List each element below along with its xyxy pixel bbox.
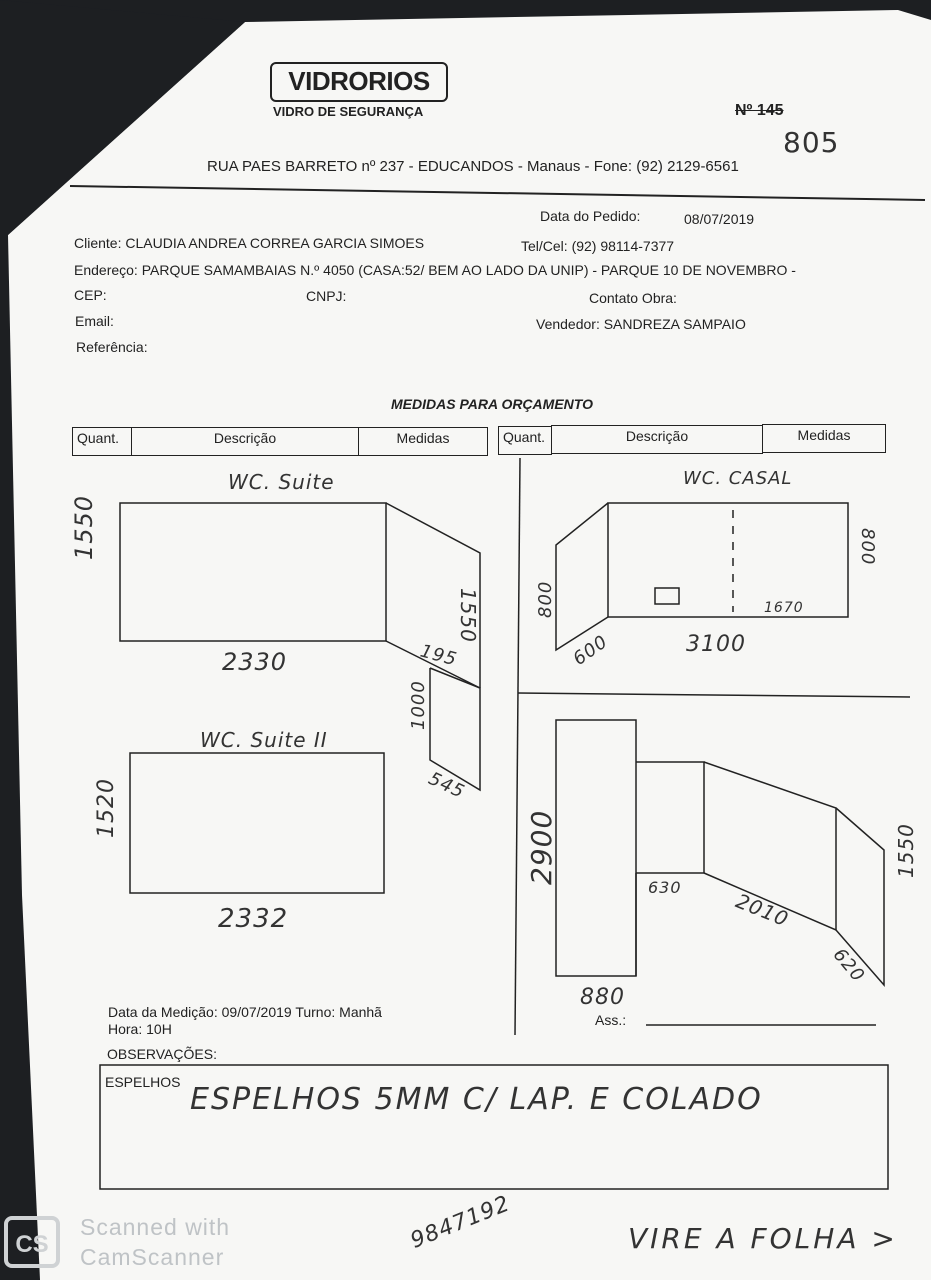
reference-field: Referência: — [76, 339, 148, 355]
measurement-hour: Hora: 10H — [108, 1021, 172, 1037]
company-name: VIDRORIOS — [288, 66, 430, 96]
company-address: RUA PAES BARRETO nº 237 - EDUCANDOS - Manaus - Fone: (92) 2129-6561 — [207, 158, 739, 175]
fourth-height: 2900 — [525, 809, 558, 885]
col-medidas-left: Medidas — [358, 427, 488, 456]
signature-label: Ass.: — [595, 1012, 627, 1028]
wc-casal-inner: 1670 — [764, 600, 804, 616]
fourth-height2: 1550 — [894, 823, 918, 878]
wc-suite-small-width: 545 — [425, 768, 469, 803]
wc-casal-width: 3100 — [686, 632, 746, 657]
handwritten-number: 805 — [783, 126, 840, 159]
svg-text:CS: CS — [15, 1231, 49, 1258]
wc-casal-right-height: 800 — [857, 528, 878, 566]
client-address: Endereço: PARQUE SAMAMBAIAS N.º 4050 (CASA:52/ BEM AO LADO DA UNIP) - PARQUE 10 DE NOVEMBRO - — [74, 262, 796, 278]
fourth-depth1: 630 — [648, 878, 682, 897]
mirrors-label: ESPELHOS — [105, 1074, 181, 1090]
col-quant-right: Quant. — [498, 426, 552, 455]
email-field: Email: — [75, 313, 114, 329]
wc-suite2-width: 2332 — [218, 904, 289, 934]
client-name: Cliente: CLAUDIA ANDREA CORREA GARCIA SIMOES — [74, 235, 425, 251]
observations-label: OBSERVAÇÕES: — [107, 1046, 217, 1062]
printed-number: Nº 145 — [735, 102, 784, 119]
wc-suite-small-height: 1000 — [408, 680, 429, 730]
col-medidas-right: Medidas — [762, 424, 886, 453]
order-date: 08/07/2019 — [684, 211, 755, 227]
wc-suite-label: WC. Suite — [228, 470, 335, 494]
wc-suite2-label: WC. Suite II — [200, 728, 328, 752]
wc-suite-width: 2330 — [222, 648, 288, 676]
col-descricao-right: Descrição — [551, 425, 763, 454]
wc-casal-left-height: 800 — [535, 580, 556, 618]
mirrors-note: ESPELHOS 5MM C/ LAP. E COLADO — [190, 1082, 763, 1117]
contact-field: Contato Obra: — [589, 290, 677, 306]
wc-suite2-height: 1520 — [94, 778, 119, 838]
scanner-line1: Scanned with — [80, 1214, 231, 1240]
wc-casal-label: WC. CASAL — [683, 468, 793, 489]
seller-field: Vendedor: SANDREZA SAMPAIO — [536, 316, 746, 332]
cnpj-field: CNPJ: — [306, 288, 347, 304]
wc-suite-depth: 195 — [417, 640, 460, 671]
scanner-line2: CamScanner — [80, 1244, 225, 1270]
company-tagline: VIDRO DE SEGURANÇA — [273, 104, 424, 119]
footer-number: 9847192 — [407, 1191, 514, 1254]
col-descricao-left: Descrição — [131, 427, 359, 456]
wc-casal-left-width: 600 — [569, 631, 613, 670]
wc-suite-side-height: 1550 — [456, 588, 480, 643]
turn-page-note: VIRE A FOLHA > — [628, 1222, 898, 1255]
wc-suite-height: 1550 — [70, 494, 98, 560]
measurement-date: Data da Medição: 09/07/2019 Turno: Manhã — [108, 1004, 382, 1020]
fourth-depth3: 620 — [828, 944, 869, 987]
fourth-width: 880 — [580, 985, 625, 1010]
client-phone: Tel/Cel: (92) 98114-7377 — [521, 238, 675, 254]
cep-field: CEP: — [74, 287, 107, 303]
camscanner-logo-icon — [4, 1216, 60, 1268]
section-title: MEDIDAS PARA ORÇAMENTO — [391, 396, 593, 412]
col-quant-left: Quant. — [72, 427, 132, 456]
fourth-depth2: 2010 — [732, 888, 793, 932]
order-date-label: Data do Pedido: — [540, 208, 641, 224]
